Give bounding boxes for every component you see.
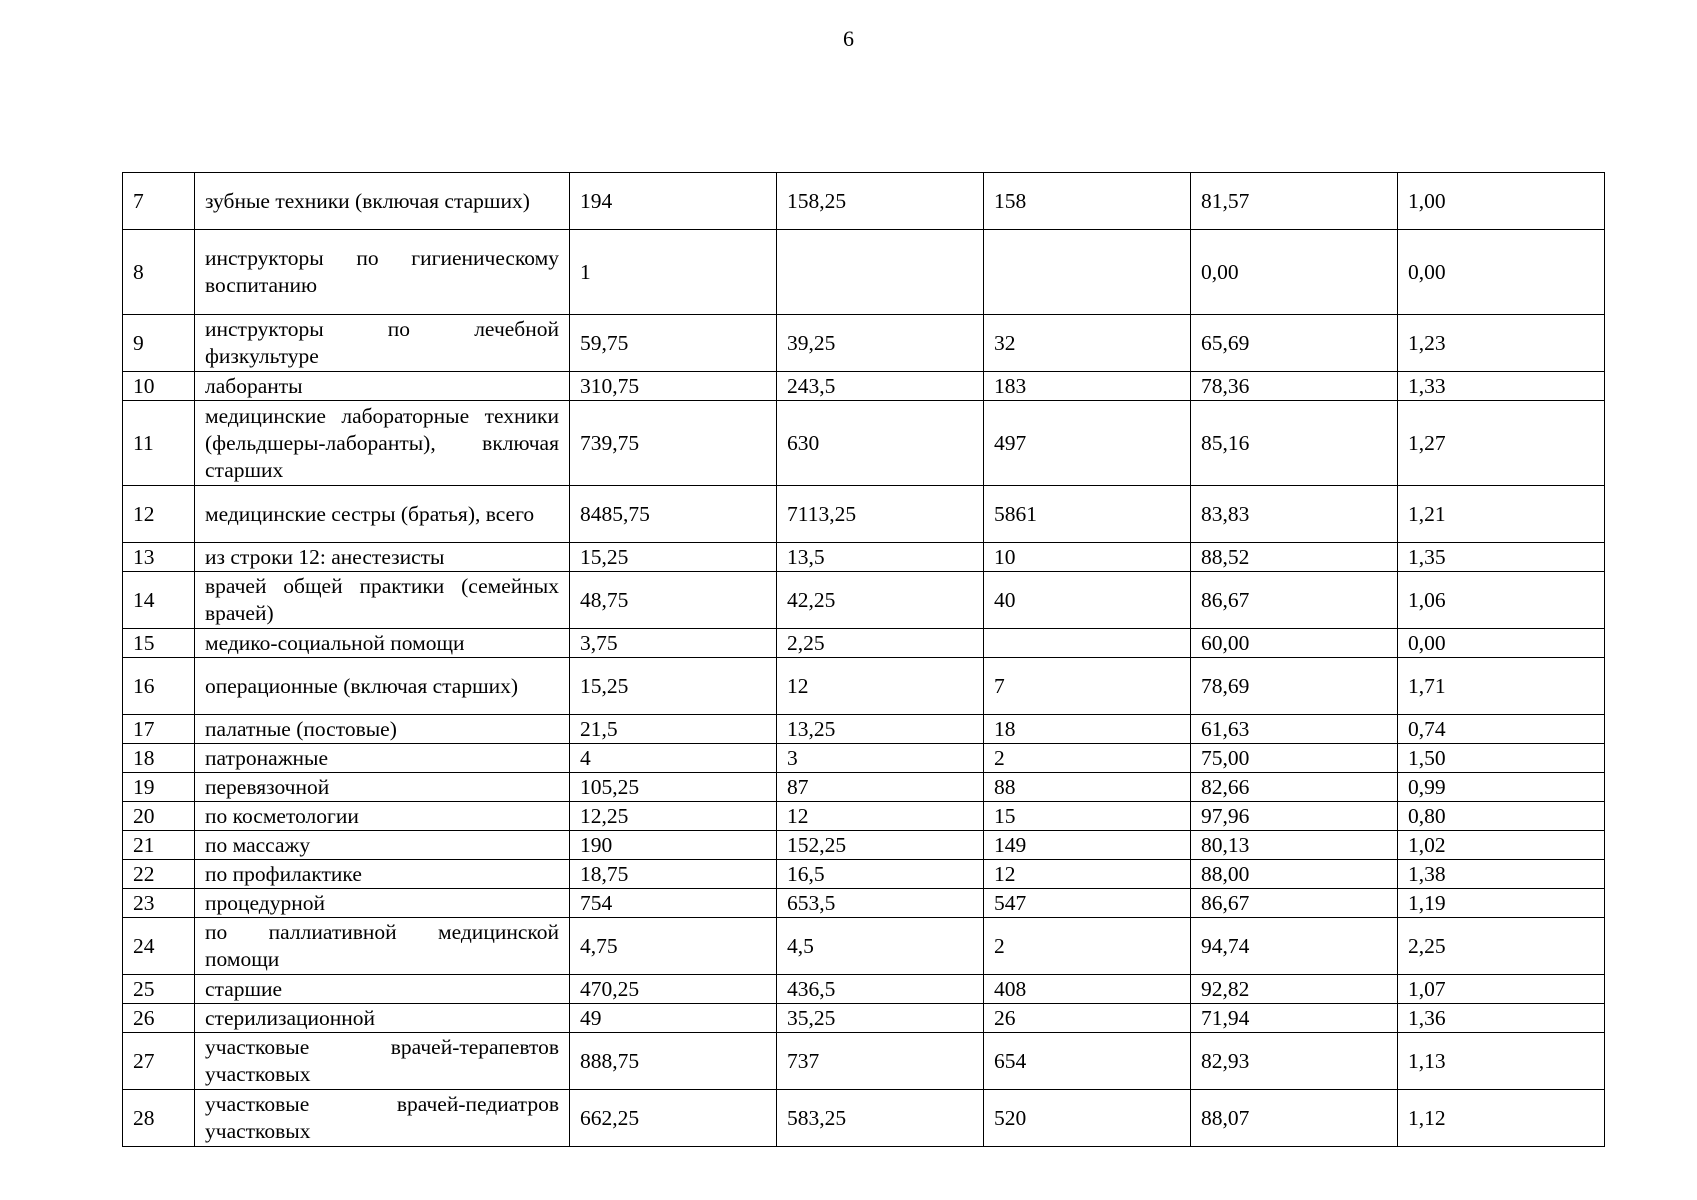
value-cell-2: 653,5 [777, 889, 984, 918]
row-number-cell: 28 [123, 1090, 195, 1147]
value-cell-4: 88,52 [1191, 543, 1398, 572]
value-cell-4: 75,00 [1191, 744, 1398, 773]
value-cell-1: 21,5 [570, 715, 777, 744]
table-row [123, 315, 1605, 372]
row-number-cell: 11 [123, 401, 195, 486]
table-row [123, 744, 1605, 773]
value-cell-5: 1,12 [1398, 1090, 1605, 1147]
value-cell-4: 85,16 [1191, 401, 1398, 486]
value-cell-5: 1,36 [1398, 1004, 1605, 1033]
row-number-cell: 20 [123, 802, 195, 831]
value-cell-1: 754 [570, 889, 777, 918]
table-row [123, 1090, 1605, 1147]
value-cell-2: 7113,25 [777, 486, 984, 543]
position-name-cell: операционные (включая старших) [195, 658, 570, 715]
value-cell-3 [984, 230, 1191, 315]
position-name-cell: из строки 12: анестезисты [195, 543, 570, 572]
value-cell-5: 1,19 [1398, 889, 1605, 918]
position-name-cell: инструкторы по гигиеническому воспитанию [195, 230, 570, 315]
value-cell-4: 86,67 [1191, 572, 1398, 629]
position-name-cell: перевязочной [195, 773, 570, 802]
row-number-cell: 19 [123, 773, 195, 802]
value-cell-3: 40 [984, 572, 1191, 629]
value-cell-1: 105,25 [570, 773, 777, 802]
value-cell-2: 35,25 [777, 1004, 984, 1033]
value-cell-1: 15,25 [570, 658, 777, 715]
table-row [123, 629, 1605, 658]
value-cell-3: 520 [984, 1090, 1191, 1147]
table-row [123, 802, 1605, 831]
position-name-cell: участковые врачей-терапевтов участковых [195, 1033, 570, 1090]
value-cell-4: 61,63 [1191, 715, 1398, 744]
value-cell-3: 26 [984, 1004, 1191, 1033]
table-row [123, 1033, 1605, 1090]
row-number-cell: 12 [123, 486, 195, 543]
value-cell-2: 4,5 [777, 918, 984, 975]
row-number-cell: 23 [123, 889, 195, 918]
value-cell-4: 78,36 [1191, 372, 1398, 401]
value-cell-4: 60,00 [1191, 629, 1398, 658]
row-number-cell: 16 [123, 658, 195, 715]
position-name-cell: врачей общей практики (семейных врачей) [195, 572, 570, 629]
value-cell-1: 18,75 [570, 860, 777, 889]
value-cell-3: 2 [984, 918, 1191, 975]
row-number-cell: 15 [123, 629, 195, 658]
position-name-cell: патронажные [195, 744, 570, 773]
value-cell-1: 49 [570, 1004, 777, 1033]
position-name-cell: палатные (постовые) [195, 715, 570, 744]
value-cell-3: 183 [984, 372, 1191, 401]
value-cell-1: 8485,75 [570, 486, 777, 543]
value-cell-5: 1,35 [1398, 543, 1605, 572]
value-cell-3: 12 [984, 860, 1191, 889]
value-cell-2: 2,25 [777, 629, 984, 658]
value-cell-5: 0,00 [1398, 230, 1605, 315]
table-body [123, 173, 1605, 1147]
value-cell-3: 7 [984, 658, 1191, 715]
value-cell-1: 190 [570, 831, 777, 860]
table-row [123, 372, 1605, 401]
value-cell-3: 32 [984, 315, 1191, 372]
value-cell-3: 18 [984, 715, 1191, 744]
value-cell-1: 12,25 [570, 802, 777, 831]
value-cell-3: 547 [984, 889, 1191, 918]
table-row [123, 230, 1605, 315]
value-cell-2: 152,25 [777, 831, 984, 860]
value-cell-4: 97,96 [1191, 802, 1398, 831]
position-name-cell: по профилактике [195, 860, 570, 889]
value-cell-5: 1,33 [1398, 372, 1605, 401]
table-row [123, 773, 1605, 802]
position-name-cell: стерилизационной [195, 1004, 570, 1033]
position-name-cell: старшие [195, 975, 570, 1004]
value-cell-3: 408 [984, 975, 1191, 1004]
value-cell-4: 71,94 [1191, 1004, 1398, 1033]
row-number-cell: 14 [123, 572, 195, 629]
value-cell-4: 83,83 [1191, 486, 1398, 543]
value-cell-3: 15 [984, 802, 1191, 831]
value-cell-5: 0,74 [1398, 715, 1605, 744]
value-cell-5: 0,80 [1398, 802, 1605, 831]
value-cell-1: 470,25 [570, 975, 777, 1004]
value-cell-3: 10 [984, 543, 1191, 572]
value-cell-2: 3 [777, 744, 984, 773]
value-cell-3: 2 [984, 744, 1191, 773]
value-cell-4: 80,13 [1191, 831, 1398, 860]
value-cell-5: 1,23 [1398, 315, 1605, 372]
value-cell-4: 82,66 [1191, 773, 1398, 802]
value-cell-5: 1,13 [1398, 1033, 1605, 1090]
position-name-cell: по массажу [195, 831, 570, 860]
value-cell-4: 78,69 [1191, 658, 1398, 715]
table-row [123, 401, 1605, 486]
value-cell-5: 1,21 [1398, 486, 1605, 543]
staffing-table [122, 172, 1605, 1147]
value-cell-2: 13,25 [777, 715, 984, 744]
value-cell-1: 15,25 [570, 543, 777, 572]
position-name-cell: медицинские сестры (братья), всего [195, 486, 570, 543]
value-cell-1: 3,75 [570, 629, 777, 658]
table-row [123, 975, 1605, 1004]
value-cell-5: 0,99 [1398, 773, 1605, 802]
value-cell-1: 4 [570, 744, 777, 773]
value-cell-2: 583,25 [777, 1090, 984, 1147]
value-cell-2: 737 [777, 1033, 984, 1090]
value-cell-1: 59,75 [570, 315, 777, 372]
table-row [123, 173, 1605, 230]
value-cell-2: 87 [777, 773, 984, 802]
position-name-cell: медицинские лабораторные техники (фельдшеры-лаборанты), включая старших [195, 401, 570, 486]
table-row [123, 1004, 1605, 1033]
row-number-cell: 22 [123, 860, 195, 889]
value-cell-3: 149 [984, 831, 1191, 860]
value-cell-4: 0,00 [1191, 230, 1398, 315]
table-row [123, 486, 1605, 543]
position-name-cell: по косметологии [195, 802, 570, 831]
value-cell-4: 94,74 [1191, 918, 1398, 975]
table-row [123, 831, 1605, 860]
position-name-cell: инструкторы по лечебной физкультуре [195, 315, 570, 372]
value-cell-2: 436,5 [777, 975, 984, 1004]
value-cell-4: 65,69 [1191, 315, 1398, 372]
value-cell-1: 662,25 [570, 1090, 777, 1147]
row-number-cell: 9 [123, 315, 195, 372]
value-cell-4: 81,57 [1191, 173, 1398, 230]
table-row [123, 715, 1605, 744]
value-cell-3: 497 [984, 401, 1191, 486]
value-cell-5: 1,06 [1398, 572, 1605, 629]
row-number-cell: 25 [123, 975, 195, 1004]
value-cell-3 [984, 629, 1191, 658]
value-cell-5: 1,07 [1398, 975, 1605, 1004]
position-name-cell: зубные техники (включая старших) [195, 173, 570, 230]
row-number-cell: 13 [123, 543, 195, 572]
value-cell-1: 310,75 [570, 372, 777, 401]
value-cell-4: 88,07 [1191, 1090, 1398, 1147]
value-cell-3: 88 [984, 773, 1191, 802]
value-cell-2 [777, 230, 984, 315]
row-number-cell: 18 [123, 744, 195, 773]
table-row [123, 889, 1605, 918]
row-number-cell: 21 [123, 831, 195, 860]
row-number-cell: 17 [123, 715, 195, 744]
value-cell-2: 16,5 [777, 860, 984, 889]
page-number: 6 [843, 26, 854, 51]
value-cell-5: 0,00 [1398, 629, 1605, 658]
table-row [123, 860, 1605, 889]
row-number-cell: 26 [123, 1004, 195, 1033]
value-cell-5: 1,38 [1398, 860, 1605, 889]
value-cell-3: 5861 [984, 486, 1191, 543]
value-cell-3: 158 [984, 173, 1191, 230]
table-row [123, 543, 1605, 572]
row-number-cell: 8 [123, 230, 195, 315]
value-cell-2: 630 [777, 401, 984, 486]
value-cell-5: 1,50 [1398, 744, 1605, 773]
value-cell-3: 654 [984, 1033, 1191, 1090]
value-cell-2: 243,5 [777, 372, 984, 401]
position-name-cell: по паллиативной медицинской помощи [195, 918, 570, 975]
value-cell-5: 1,00 [1398, 173, 1605, 230]
row-number-cell: 10 [123, 372, 195, 401]
position-name-cell: процедурной [195, 889, 570, 918]
value-cell-2: 13,5 [777, 543, 984, 572]
value-cell-2: 42,25 [777, 572, 984, 629]
value-cell-1: 48,75 [570, 572, 777, 629]
row-number-cell: 24 [123, 918, 195, 975]
value-cell-1: 888,75 [570, 1033, 777, 1090]
row-number-cell: 27 [123, 1033, 195, 1090]
value-cell-5: 2,25 [1398, 918, 1605, 975]
value-cell-2: 12 [777, 802, 984, 831]
value-cell-5: 1,02 [1398, 831, 1605, 860]
value-cell-1: 1 [570, 230, 777, 315]
value-cell-4: 92,82 [1191, 975, 1398, 1004]
value-cell-2: 12 [777, 658, 984, 715]
value-cell-4: 88,00 [1191, 860, 1398, 889]
value-cell-2: 158,25 [777, 173, 984, 230]
table-row [123, 572, 1605, 629]
table-row [123, 918, 1605, 975]
position-name-cell: медико-социальной помощи [195, 629, 570, 658]
table-row [123, 658, 1605, 715]
value-cell-4: 86,67 [1191, 889, 1398, 918]
value-cell-1: 739,75 [570, 401, 777, 486]
value-cell-2: 39,25 [777, 315, 984, 372]
position-name-cell: лаборанты [195, 372, 570, 401]
value-cell-4: 82,93 [1191, 1033, 1398, 1090]
position-name-cell: участковые врачей-педиатров участковых [195, 1090, 570, 1147]
value-cell-5: 1,71 [1398, 658, 1605, 715]
value-cell-1: 4,75 [570, 918, 777, 975]
row-number-cell: 7 [123, 173, 195, 230]
value-cell-1: 194 [570, 173, 777, 230]
value-cell-5: 1,27 [1398, 401, 1605, 486]
